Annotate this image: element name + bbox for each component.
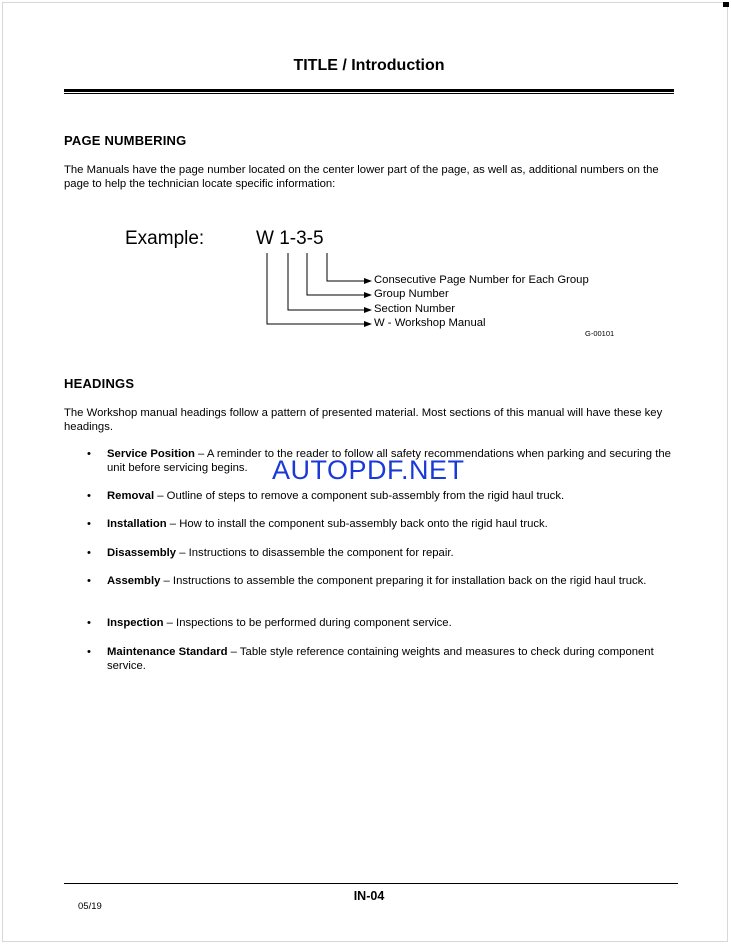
example-label: Example: — [125, 228, 205, 249]
arrow-head-icon — [364, 278, 372, 284]
list-item-term: Inspection — [107, 617, 164, 629]
arrow-head-icon — [364, 321, 372, 327]
page-numbering-paragraph: The Manuals have the page number located on the center lower part of the page, as well as, additional numbers on the page to help the technician locate specific information: — [64, 164, 659, 190]
example-item-workshop: W - Workshop Manual — [374, 317, 486, 329]
section-heading-page-numbering: PAGE NUMBERING — [64, 133, 187, 148]
headings-paragraph: The Workshop manual headings follow a pattern of presented material. Most sections of this manual will have these key headings. — [64, 407, 663, 433]
list-item-term: Installation — [107, 518, 167, 530]
arrow-head-icon — [364, 307, 372, 313]
leader-line-group — [307, 253, 366, 295]
bullet-icon: • — [87, 448, 91, 460]
leader-line-workshop — [267, 253, 366, 324]
list-item-desc: – A reminder to the reader to follow all safety recommendations when parking and securing the unit before servicing begins. — [107, 448, 671, 474]
list-item-term: Disassembly — [107, 547, 177, 559]
list-item-term: Removal — [107, 490, 155, 502]
page-number: IN-04 — [353, 889, 385, 903]
list-item-desc: – How to install the component sub-assembly back onto the rigid haul truck. — [166, 518, 548, 530]
section-heading-headings: HEADINGS — [64, 376, 135, 391]
list-item-term: Service Position — [107, 448, 195, 460]
list-item-term: Maintenance Standard — [107, 646, 228, 658]
revision-date: 05/19 — [78, 901, 102, 912]
list-item-desc: – Outline of steps to remove a component sub-assembly from the rigid haul truck. — [154, 490, 565, 502]
bullet-icon: • — [87, 518, 91, 530]
page-title: TITLE / Introduction — [293, 57, 445, 74]
list-item-term: Assembly — [107, 575, 161, 587]
list-item-desc: – Table style reference containing weights and measures to check during component service. — [107, 646, 654, 672]
footer-rule — [64, 883, 678, 884]
bullet-icon: • — [87, 617, 91, 629]
figure-id: G-00101 — [585, 329, 615, 338]
list-item-desc: – Inspections to be performed during component service. — [163, 617, 452, 629]
list-item-desc: – Instructions to assemble the component preparing it for installation back on the rigid haul truck. — [160, 575, 647, 587]
bullet-icon: • — [87, 646, 91, 658]
example-item-page: Consecutive Page Number for Each Group — [374, 274, 589, 286]
bullet-icon: • — [87, 547, 91, 559]
bullet-icon: • — [87, 490, 91, 502]
list-item-desc: – Instructions to disassemble the component for repair. — [176, 547, 454, 559]
bullet-icon: • — [87, 575, 91, 587]
example-code: W 1-3-5 — [256, 228, 324, 249]
example-item-section: Section Number — [374, 303, 455, 315]
example-item-group: Group Number — [374, 288, 449, 300]
arrow-head-icon — [364, 292, 372, 298]
watermark: AUTOPDF.NET — [272, 455, 465, 485]
leader-line-page — [327, 253, 366, 281]
